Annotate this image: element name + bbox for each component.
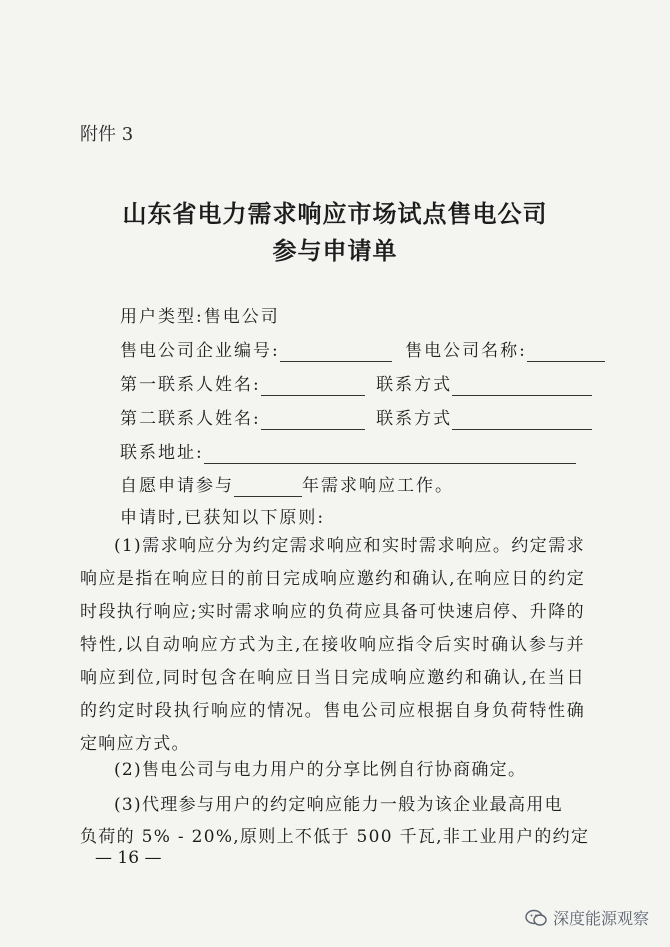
- address-field[interactable]: [204, 443, 576, 464]
- contact2-name-label: 第二联系人姓名:: [120, 409, 261, 429]
- voluntary-line: [120, 471, 454, 501]
- contact1-name-field[interactable]: [261, 375, 365, 396]
- user-type-text: 用户类型:售电公司: [120, 307, 280, 327]
- contact1-name-label: 第一联系人姓名:: [120, 375, 261, 395]
- voluntary-prefix: 自愿申请参与: [120, 476, 234, 496]
- contact1-line: [120, 370, 592, 400]
- year-field[interactable]: [234, 476, 302, 497]
- address-line: [120, 438, 576, 468]
- voluntary-suffix: 年需求响应工作。: [302, 476, 454, 496]
- document-subtitle: 参与申请单: [272, 236, 398, 265]
- principle-3-line1: (3)代理参与用户的约定响应能力一般为该企业最高用电: [114, 795, 563, 815]
- principle-1: (1)需求响应分为约定需求响应和实时需求响应。约定需求响应是指在响应日的前日完成响应邀约和确认,在响应日的约定时段执行响应;实时需求响应的负荷应具备可快速启停、升降的特性,以自动响应方式为主,在接收响应指令后实时确认参与并响应到位,同时包含在响应日当日完成响应邀约和确认,在当日的约定时段执行响应的情况。售电公司应根据自身负荷特性确定响应方式。: [80, 536, 585, 754]
- address-label: 联系地址:: [120, 443, 204, 463]
- contact1-method-field[interactable]: [452, 375, 592, 396]
- contact2-line: [120, 404, 592, 434]
- contact1-method-label: 联系方式: [376, 375, 453, 395]
- principles-heading: 申请时,已获知以下原则:: [120, 508, 326, 528]
- user-type-line: [120, 302, 280, 332]
- company-name-field[interactable]: [527, 341, 605, 362]
- contact2-method-label: 联系方式: [376, 409, 453, 429]
- attachment-label: 附件 3: [80, 124, 134, 145]
- company-number-field[interactable]: [280, 341, 392, 362]
- contact2-name-field[interactable]: [261, 409, 365, 430]
- company-name-label: 售电公司名称:: [405, 341, 527, 361]
- company-info-line: [120, 336, 605, 366]
- company-number-label: 售电公司企业编号:: [120, 341, 280, 361]
- document-title: 山东省电力需求响应市场试点售电公司: [122, 199, 548, 228]
- watermark: [525, 906, 649, 929]
- principle-3-line2: 负荷的 5% - 20%,原则上不低于 500 千瓦,非工业用户的约定: [80, 827, 590, 847]
- page-number: — 16 —: [95, 848, 162, 868]
- watermark-text: 深度能源观察: [553, 909, 650, 928]
- contact2-method-field[interactable]: [452, 409, 592, 430]
- principle-2: (2)售电公司与电力用户的分享比例自行协商确定。: [114, 760, 527, 780]
- principles-line: [120, 503, 325, 533]
- wechat-icon: [525, 909, 547, 927]
